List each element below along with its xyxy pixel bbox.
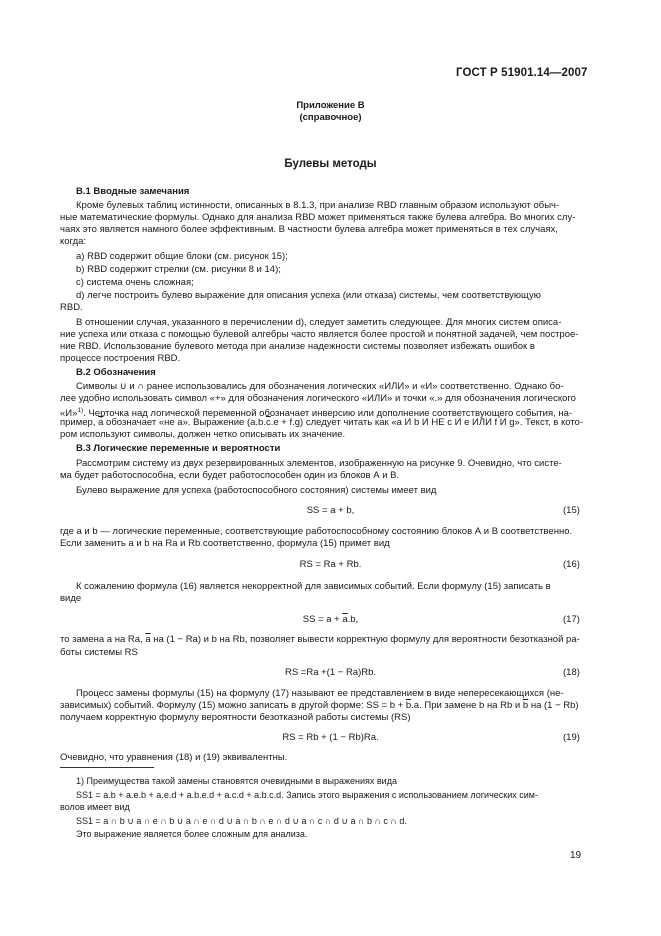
paragraph-line: пример, $\overline{a}$ обозначает «не a». Выражение $(a.b.\overline{c}.e + f.g)$ следует читать как «a И b И НЕ c И e ИЛИ f И g». Текст, в кото-	[60, 417, 583, 428]
paragraph-line: зависимых) событий. Формулу (15) можно записать в другой форме: SS = $b + \overline{b}.a$. При замене b на Rb и $\overline{b}$ на (1 − Rb)	[60, 700, 579, 711]
paragraph-line: ние RBD. Использование булевого метода при анализе надежности системы позволяет избежать ошибок в	[60, 341, 535, 352]
paragraph-line: ные математические формулы. Однако для анализа RBD может применяться также булева алгебра. Во многих слу-	[60, 212, 576, 223]
paragraph-line: ром используют символы, должен четко описывать их значение.	[60, 429, 346, 440]
appendix-title: Приложение В	[296, 100, 365, 111]
paragraph-line: Очевидно, что уравнения (18) и (19) эквивалентны.	[60, 752, 288, 763]
footnote-line: SS1 = a.b + a.e.b + a.e.d + a.b.e.d + a.c.d + a.b.c.d. Запись этого выражения с использованием логических сим-	[76, 790, 538, 800]
paragraph-line: В отношении случая, указанного в перечислении d), следует заметить следующее. Для многих систем описа-	[76, 317, 562, 328]
formula-18: RS =Ra +(1 − Ra)Rb.	[284, 667, 377, 678]
equation-number: (15)	[563, 505, 580, 516]
formula-15: SS = a + b,	[306, 505, 355, 516]
page-number: 19	[570, 850, 582, 861]
paragraph-line: «И»$^{1)}$. Черточка над логической переменной обозначает инверсию или дополнение соответствующего события, на-	[60, 407, 573, 420]
list-item: a) RBD содержит общие блоки (см. рисунок 15);	[76, 251, 288, 262]
paragraph-line: Кроме булевых таблиц истинности, описанных в 8.1.3, при анализе RBD главным образом используют обыч-	[76, 200, 560, 211]
paragraph-line: Рассмотрим систему из двух резервированных элементов, изображенную на рисунке 9. Очевидно, что систе-	[76, 458, 562, 469]
paragraph-line: виде	[60, 593, 82, 604]
paragraph-line: К сожалению формула (16) является некорректной для зависимых событий. Если формулу (15) записать в	[76, 581, 551, 592]
footnote-line: волов имеет вид	[60, 802, 130, 812]
footnote-line: 1) Преимущества такой замены становятся очевидными в выражениях вида	[76, 776, 397, 786]
paragraph-line: чаях это является намного более эффективным. В частности булева алгебра может применяться в тех случаях,	[60, 224, 558, 235]
paragraph-line: Булево выражение для успеха (работоспособного состояния) системы имеет вид	[76, 485, 437, 496]
footnote-line: Это выражение является более сложным для анализа.	[76, 829, 308, 839]
section-heading-b3: В.3 Логические переменные и вероятности	[76, 443, 281, 454]
paragraph-line: то замена a на Ra, $\overline{a}$ на (1 − Ra) и b на Rb, позволяет вывести корректную формулу для вероятности безотказной ра-	[60, 634, 580, 645]
paragraph-line: Если заменить a и b на Ra и Rb соответственно, формула (15) примет вид	[60, 538, 390, 549]
list-item: c) система очень сложная;	[76, 277, 194, 288]
equation-number: (18)	[563, 667, 580, 678]
appendix-subtitle: (справочное)	[299, 112, 362, 123]
equation-number: (16)	[563, 559, 580, 570]
paragraph-line: боты системы RS	[60, 647, 138, 658]
paragraph-line: Символы ∪ и ∩ ранее использовались для обозначения логических «ИЛИ» и «И» соответственно. Однако бо-	[76, 381, 564, 392]
paragraph-line: где a и b — логические переменные, соответствующие работоспособному состоянию блоков А и В соответственно.	[60, 526, 573, 537]
section-heading-b2: В.2 Обозначения	[76, 367, 156, 378]
paragraph-line: Процесс замены формулы (15) на формулу (17) называют ее представлением в виде непересекающихся (не-	[76, 688, 564, 699]
formula-16: RS = Ra + Rb.	[299, 559, 362, 570]
paragraph-line: лее удобно использовать символ «+» для обозначения логического «ИЛИ» и точки «.» для обозначения логического	[60, 393, 576, 404]
equation-number: (19)	[563, 732, 580, 743]
equation-number: (17)	[563, 614, 580, 625]
section-heading-b1: В.1 Вводные замечания	[76, 186, 190, 197]
page-title: Булевы методы	[284, 158, 377, 170]
list-item: d) легче построить булево выражение для описания успеха (или отказа) системы, чем соответствующую	[76, 290, 541, 301]
formula-17: SS = $a + \overline{a}.b$,	[302, 614, 359, 625]
footnote-line: SS1 = a ∩ b ∪ a ∩ e ∩ b ∪ a ∩ e ∩ d ∪ a ∩ b ∩ e ∩ d ∪ a ∩ c ∩ d ∪ a ∩ b ∩ c ∩ d.	[76, 816, 407, 826]
paragraph-line: ние успеха или отказа с помощью булевой алгебры часто является более простой и понятной задачей, чем построе-	[60, 329, 579, 340]
formula-19: RS = Rb + (1 − Rb)Ra.	[282, 732, 379, 743]
document-header: ГОСТ Р 51901.14—2007	[456, 67, 588, 79]
footnote-divider	[60, 767, 154, 768]
list-item-continuation: RBD.	[60, 302, 83, 313]
paragraph-line: ма будет работоспособна, если будет работоспособен один из блоков А и В.	[60, 470, 400, 481]
paragraph-line: получаем корректную формулу вероятности безотказной работы системы (RS)	[60, 712, 411, 723]
footnote-ref: 1)	[77, 407, 84, 414]
paragraph-line: процессе построения RBD.	[60, 353, 181, 364]
list-item: b) RBD содержит стрелки (см. рисунки 8 и 14);	[76, 264, 281, 275]
paragraph-line: когда:	[60, 236, 87, 247]
